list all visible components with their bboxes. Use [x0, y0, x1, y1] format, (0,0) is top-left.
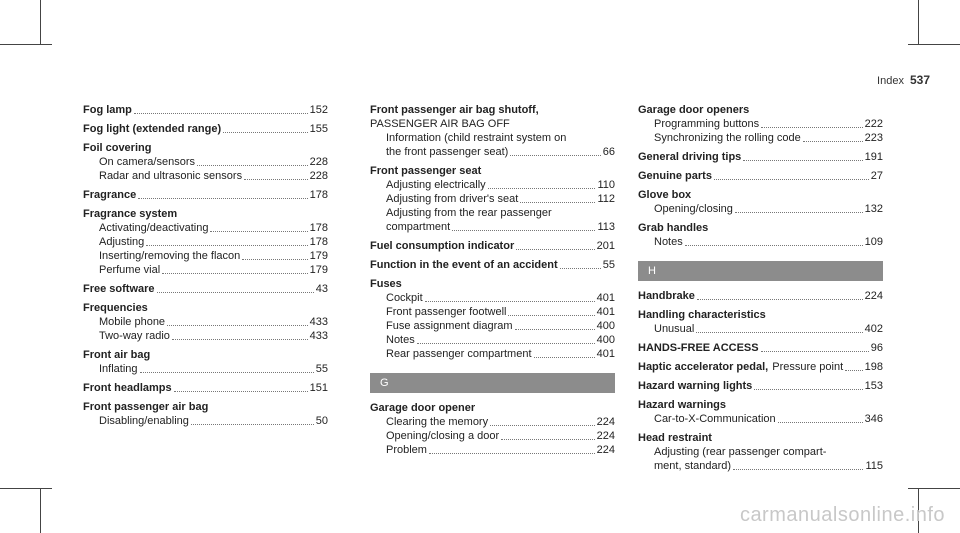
- page-ref[interactable]: 178: [309, 222, 328, 234]
- index-entry: [83, 122, 328, 136]
- section-letter: G: [370, 373, 615, 393]
- leader-dots: [417, 343, 595, 344]
- leader-dots: [803, 141, 863, 142]
- sub-entry-line: Adjusting (rear passenger compart-: [654, 446, 827, 458]
- entry-title-line: PASSENGER AIR BAG OFF: [370, 118, 510, 130]
- sub-entry-label: Fuse assignment diagram: [386, 320, 513, 332]
- sub-entry[interactable]: [638, 412, 883, 426]
- sub-entry[interactable]: [370, 305, 615, 319]
- page-ref[interactable]: 433: [309, 330, 328, 342]
- header-label: Index: [877, 75, 904, 87]
- entry-title-label: Hazard warning lights: [638, 380, 753, 392]
- leader-dots: [490, 425, 595, 426]
- entry-title: Grab handles: [638, 222, 709, 234]
- page-ref[interactable]: 178: [309, 236, 328, 248]
- page-number: 537: [909, 73, 930, 87]
- sub-entry[interactable]: [638, 322, 883, 336]
- entry-title-label: Fuel consumption indicator: [370, 240, 515, 252]
- sub-entry[interactable]: [83, 414, 328, 428]
- page-header: [877, 73, 930, 87]
- leader-dots: [167, 325, 308, 326]
- entry-title: Front passenger air bag shutoff,: [370, 104, 539, 116]
- sub-entry-label: Cockpit: [386, 292, 423, 304]
- sub-entry-label: Adjusting electrically: [386, 179, 486, 191]
- page-ref[interactable]: 223: [864, 132, 883, 144]
- page-ref[interactable]: 198: [864, 361, 883, 373]
- sub-entry[interactable]: [83, 235, 328, 249]
- index-entry: [370, 164, 615, 234]
- index-column-1: [83, 103, 328, 433]
- crop-mark: [0, 488, 52, 489]
- entry-title: Front air bag: [83, 349, 151, 361]
- leader-dots: [140, 372, 314, 373]
- index-entry: [638, 169, 883, 183]
- index-entry: [370, 277, 615, 361]
- entry-title[interactable]: [83, 122, 328, 136]
- sub-entry-label: Adjusting from driver's seat: [386, 193, 519, 205]
- index-column-2: [370, 103, 615, 462]
- entry-title[interactable]: [83, 188, 328, 202]
- entry-title[interactable]: [83, 282, 328, 296]
- sub-entry[interactable]: [370, 178, 615, 192]
- page-ref[interactable]: 43: [315, 283, 328, 295]
- page-ref[interactable]: 433: [309, 316, 328, 328]
- sub-entry[interactable]: [83, 315, 328, 329]
- sub-entry-label: Front passenger footwell: [386, 306, 507, 318]
- sub-entry[interactable]: [370, 443, 615, 457]
- leader-dots: [515, 329, 595, 330]
- page-ref[interactable]: 402: [864, 323, 883, 335]
- page-ref[interactable]: 222: [864, 118, 883, 130]
- sub-entry[interactable]: [83, 329, 328, 343]
- entry-title: Glove box: [638, 189, 692, 201]
- leader-dots: [534, 357, 595, 358]
- page-ref[interactable]: 109: [864, 236, 883, 248]
- sub-entry-label: Notes: [654, 236, 683, 248]
- entry-title-label: General driving tips: [638, 151, 742, 163]
- entry-title[interactable]: [638, 379, 883, 393]
- leader-dots: [735, 212, 863, 213]
- index-entry: [370, 103, 615, 159]
- page-ref[interactable]: 178: [309, 189, 328, 201]
- sub-entry-label: Notes: [386, 334, 415, 346]
- entry-title[interactable]: [638, 150, 883, 164]
- index-entry: [370, 258, 615, 272]
- watermark: carmanualsonline.info: [739, 504, 945, 526]
- sub-entry-label: Problem: [386, 444, 427, 456]
- sub-entry-label: Rear passenger compartment: [386, 348, 532, 360]
- sub-entry-label: Clearing the memory: [386, 416, 489, 428]
- index-entry: [83, 207, 328, 277]
- page-ref[interactable]: 153: [864, 380, 883, 392]
- index-entry: [638, 150, 883, 164]
- leader-dots: [191, 424, 314, 425]
- page-ref[interactable]: 152: [309, 104, 328, 116]
- leader-dots: [162, 273, 308, 274]
- crop-mark: [908, 488, 960, 489]
- index-entry: [638, 221, 883, 249]
- section-letter: H: [638, 261, 883, 281]
- page-ref[interactable]: 224: [596, 430, 615, 442]
- index-entry: [370, 401, 615, 457]
- leader-dots: [520, 202, 595, 203]
- page-ref[interactable]: 179: [309, 250, 328, 262]
- page-ref[interactable]: 224: [596, 444, 615, 456]
- entry-title[interactable]: [638, 341, 883, 355]
- index-entry: [83, 103, 328, 117]
- sub-entry-label: Programming buttons: [654, 118, 760, 130]
- leader-dots: [134, 113, 308, 114]
- sub-entry[interactable]: [370, 192, 615, 206]
- sub-entry-label: Car-to-X-Communication: [654, 413, 776, 425]
- sub-entry[interactable]: [370, 429, 615, 443]
- crop-mark: [40, 488, 41, 533]
- leader-dots: [488, 188, 596, 189]
- sub-entry-label: Mobile phone: [99, 316, 166, 328]
- entry-title-label: Function in the event of an accident: [370, 259, 558, 271]
- page-ref[interactable]: 151: [309, 382, 328, 394]
- leader-dots: [845, 370, 862, 371]
- index-entry: [638, 379, 883, 393]
- page-ref[interactable]: 228: [309, 170, 328, 182]
- entry-title[interactable]: [638, 289, 883, 303]
- index-entry: [638, 431, 883, 473]
- sub-entry-label: On camera/sensors: [99, 156, 195, 168]
- index-entry: [638, 341, 883, 355]
- leader-dots: [452, 230, 595, 231]
- leader-dots: [754, 389, 862, 390]
- leader-dots: [685, 245, 863, 246]
- leader-dots: [714, 179, 869, 180]
- index-entry: [638, 289, 883, 303]
- entry-title[interactable]: [83, 103, 328, 117]
- entry-title-suffix: Pressure point: [772, 361, 844, 373]
- leader-dots: [733, 469, 863, 470]
- entry-title-label: HANDS-FREE ACCESS: [638, 342, 759, 354]
- entry-title: Frequencies: [83, 302, 148, 314]
- leader-dots: [761, 127, 862, 128]
- sub-entry[interactable]: [83, 221, 328, 235]
- sub-entry-label: Radar and ultrasonic sensors: [99, 170, 243, 182]
- sub-entry[interactable]: [83, 249, 328, 263]
- sub-entry-label: Unusual: [654, 323, 695, 335]
- leader-dots: [697, 299, 863, 300]
- leader-dots: [510, 155, 600, 156]
- leader-dots: [516, 249, 594, 250]
- sub-entry-label: Activating/deactivating: [99, 222, 209, 234]
- sub-entry-label: Inflating: [99, 363, 138, 375]
- entry-title[interactable]: [638, 360, 883, 374]
- page-ref[interactable]: 179: [309, 264, 328, 276]
- crop-mark: [40, 0, 41, 45]
- sub-entry-label: Disabling/enabling: [99, 415, 189, 427]
- page-ref[interactable]: 110: [597, 179, 615, 191]
- sub-entry[interactable]: [370, 319, 615, 333]
- sub-entry-label: Synchronizing the rolling code: [654, 132, 801, 144]
- leader-dots: [696, 332, 862, 333]
- sub-entry-label: Two-way radio: [99, 330, 170, 342]
- page-ref[interactable]: 224: [596, 416, 615, 428]
- entry-title[interactable]: [370, 239, 615, 253]
- leader-dots: [138, 198, 307, 199]
- index-entry: [638, 360, 883, 374]
- index-entry: [83, 282, 328, 296]
- sub-entry-line: Information (child restraint system on: [386, 132, 567, 144]
- page-ref[interactable]: 191: [864, 151, 883, 163]
- page-ref[interactable]: 115: [865, 460, 883, 472]
- sub-entry-label: ment, standard): [654, 460, 732, 472]
- sub-entry[interactable]: [638, 459, 883, 473]
- index-entry: [83, 348, 328, 376]
- index-entry: [83, 141, 328, 183]
- leader-dots: [560, 268, 601, 269]
- leader-dots: [743, 160, 862, 161]
- entry-title: Foil covering: [83, 142, 152, 154]
- sub-entry[interactable]: [638, 131, 883, 145]
- leader-dots: [501, 439, 595, 440]
- leader-dots: [210, 231, 307, 232]
- index-entry: [638, 308, 883, 336]
- page-ref[interactable]: 155: [309, 123, 328, 135]
- sub-entry[interactable]: [370, 145, 615, 159]
- entry-title-label: Genuine parts: [638, 170, 712, 182]
- entry-title-label: Haptic accelerator pedal,: [638, 361, 769, 373]
- page-ref[interactable]: 55: [602, 259, 615, 271]
- leader-dots: [172, 339, 308, 340]
- page-ref[interactable]: 132: [864, 203, 883, 215]
- page-ref[interactable]: 113: [597, 221, 615, 233]
- page-ref[interactable]: 401: [596, 306, 615, 318]
- page-ref[interactable]: 224: [864, 290, 883, 302]
- sub-entry-label: compartment: [386, 221, 451, 233]
- sub-entry[interactable]: [638, 235, 883, 249]
- page-ref[interactable]: 228: [309, 156, 328, 168]
- sub-entry[interactable]: [83, 155, 328, 169]
- leader-dots: [146, 245, 307, 246]
- sub-entry[interactable]: [83, 362, 328, 376]
- leader-dots: [761, 351, 869, 352]
- sub-entry-label: Adjusting: [99, 236, 145, 248]
- index-entry: [83, 188, 328, 202]
- entry-title-label: Fog light (extended range): [83, 123, 222, 135]
- sub-entry-label: Opening/closing a door: [386, 430, 500, 442]
- sub-entry[interactable]: [370, 291, 615, 305]
- crop-mark: [918, 0, 919, 45]
- index-entry: [638, 188, 883, 216]
- entry-title[interactable]: [370, 258, 615, 272]
- index-entry: [83, 381, 328, 395]
- sub-entry[interactable]: [638, 202, 883, 216]
- index-entry: [83, 400, 328, 428]
- leader-dots: [508, 315, 594, 316]
- entry-title-label: Fragrance: [83, 189, 137, 201]
- entry-title[interactable]: [638, 169, 883, 183]
- leader-dots: [429, 453, 595, 454]
- page-ref[interactable]: 401: [596, 348, 615, 360]
- index-entry: [638, 103, 883, 145]
- sub-entry-line: Adjusting from the rear passenger: [386, 207, 552, 219]
- sub-entry[interactable]: [370, 333, 615, 347]
- entry-title: Front passenger seat: [370, 165, 482, 177]
- index-entry: [638, 398, 883, 426]
- page-ref[interactable]: 401: [596, 292, 615, 304]
- sub-entry[interactable]: [370, 220, 615, 234]
- page-ref[interactable]: 346: [864, 413, 883, 425]
- entry-title: Garage door openers: [638, 104, 750, 116]
- page-ref[interactable]: 27: [870, 170, 883, 182]
- leader-dots: [425, 301, 595, 302]
- sub-entry-label: Inserting/removing the flacon: [99, 250, 241, 262]
- index-entry: [83, 301, 328, 343]
- crop-mark: [0, 44, 52, 45]
- sub-entry-label: Perfume vial: [99, 264, 161, 276]
- sub-entry[interactable]: [370, 415, 615, 429]
- leader-dots: [242, 259, 307, 260]
- entry-title[interactable]: [83, 381, 328, 395]
- page-ref[interactable]: 55: [315, 363, 328, 375]
- sub-entry[interactable]: [638, 117, 883, 131]
- crop-mark: [908, 44, 960, 45]
- entry-title-label: Handbrake: [638, 290, 695, 302]
- entry-title: Front passenger air bag: [83, 401, 209, 413]
- entry-title-label: Fog lamp: [83, 104, 132, 116]
- page-ref[interactable]: 96: [870, 342, 883, 354]
- entry-title: Handling characteristics: [638, 309, 766, 321]
- sub-entry[interactable]: [83, 263, 328, 277]
- entry-title: Head restraint: [638, 432, 712, 444]
- page-ref[interactable]: 112: [597, 193, 615, 205]
- entry-title: Fuses: [370, 278, 402, 290]
- page-ref[interactable]: 50: [315, 415, 328, 427]
- entry-title: Hazard warnings: [638, 399, 727, 411]
- entry-title-label: Free software: [83, 283, 155, 295]
- leader-dots: [174, 391, 308, 392]
- page-ref[interactable]: 66: [602, 146, 615, 158]
- sub-entry-label: the front passenger seat): [386, 146, 509, 158]
- page-ref[interactable]: 201: [596, 240, 615, 252]
- leader-dots: [244, 179, 308, 180]
- entry-title: Fragrance system: [83, 208, 178, 220]
- sub-entry-label: Opening/closing: [654, 203, 733, 215]
- sub-entry[interactable]: [83, 169, 328, 183]
- leader-dots: [223, 132, 308, 133]
- leader-dots: [778, 422, 863, 423]
- leader-dots: [197, 165, 308, 166]
- page-ref[interactable]: 400: [596, 334, 615, 346]
- entry-title-label: Front headlamps: [83, 382, 172, 394]
- leader-dots: [157, 292, 314, 293]
- index-entry: [370, 239, 615, 253]
- page-ref[interactable]: 400: [596, 320, 615, 332]
- entry-title: Garage door opener: [370, 402, 476, 414]
- index-column-3: [638, 103, 883, 478]
- sub-entry[interactable]: [370, 347, 615, 361]
